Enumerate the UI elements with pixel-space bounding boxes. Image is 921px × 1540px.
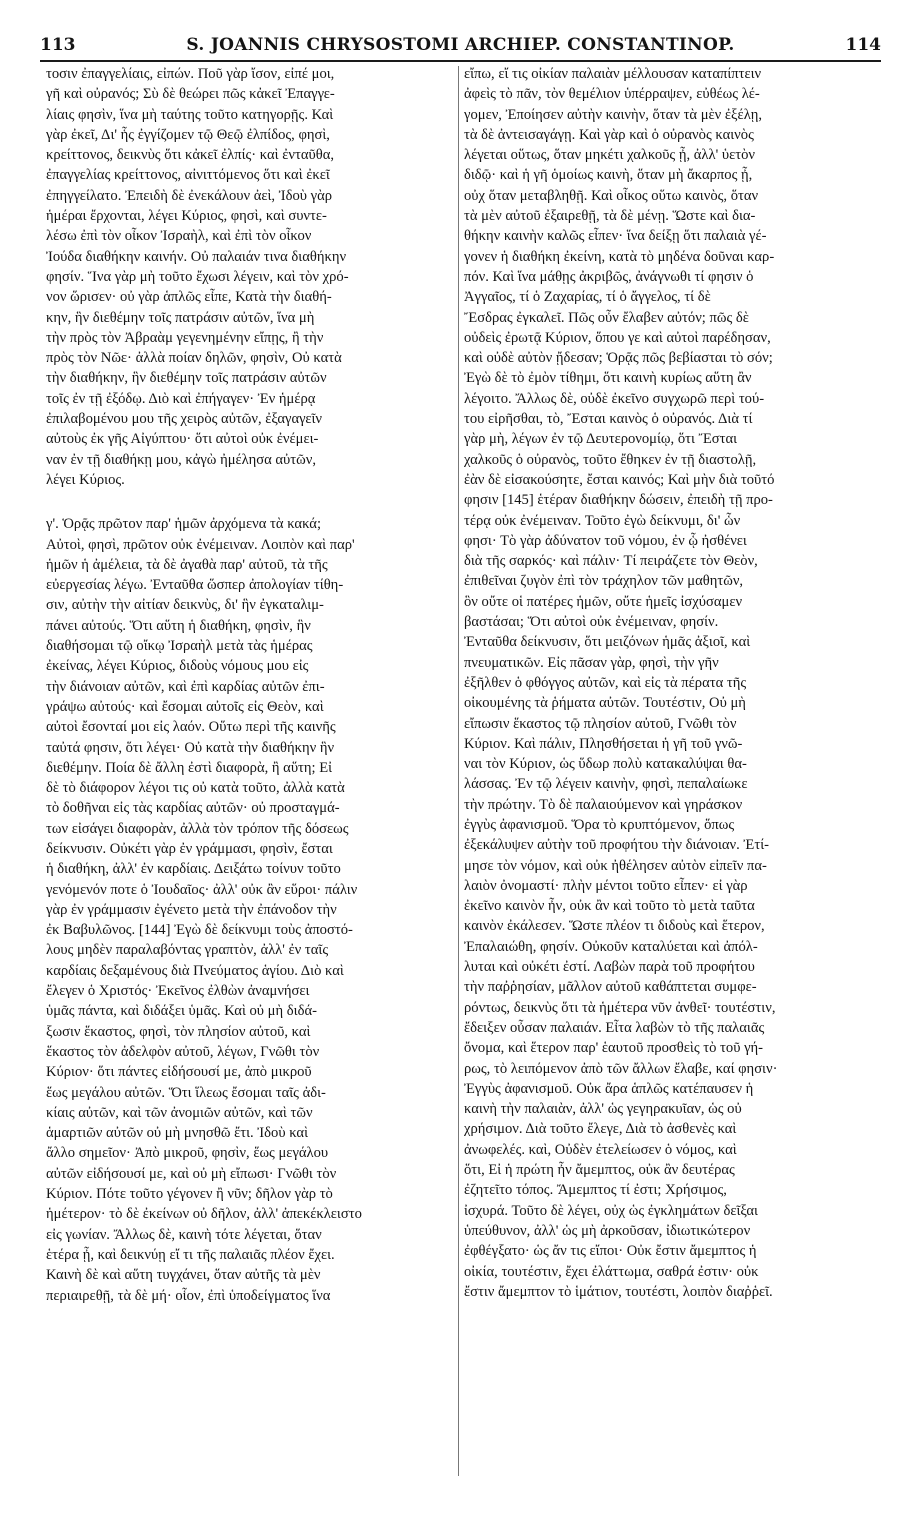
text-line: ρως, τὸ λειπόμενον ἀπὸ τῶν ἄλλων ἔλαβε, καί φησιν· (464, 1060, 778, 1077)
text-line: διδῷ· καὶ ἡ γῆ ὁμοίως καινὴ, ὅταν μὴ ἄκαρπος ᾖ, (464, 167, 753, 184)
text-line: εἰς γωνίαν. Ἄλλως δὲ, καινὴ τότε λέγεται, ὅταν (46, 1226, 322, 1243)
text-line: ναν ἐν τῇ διαθήκῃ μου, κἀγὼ ἠμέλησα αὐτῶν, (46, 451, 316, 468)
text-line: δὲ τὸ διάφορον λέγοι τις οὐ κατὰ τοῦτο, ἀλλὰ κατὰ (46, 780, 345, 797)
text-line: καινὸν ἐκάλεσεν. Ὥστε πλέον τι διδοὺς καὶ ἕτερον, (464, 918, 765, 935)
text-line: ἕως μεγάλου αὐτῶν. Ὅτι ἵλεως ἔσομαι ταῖς ἀδι- (46, 1084, 326, 1101)
text-line: μησε τὸν νόμον, καὶ οὐκ ἠθέλησεν αὐτὸν εἰπεῖν πα- (464, 857, 767, 874)
text-line: ἐπιλαβομένου μου τῆς χειρὸς αὐτῶν, ἐξαγαγεῖν (46, 411, 322, 428)
text-line: ἡμέραι ἔρχονται, λέγει Κύριος, φησὶ, καὶ συντε- (46, 208, 327, 225)
text-line: Ἀγγαῖος, τί ὁ Ζαχαρίας, τί ὁ ἄγγελος, τί δὲ (464, 289, 711, 306)
text-line: ἐζητεῖτο τόπος. Ἄμεμπτος τί ἐστι; Χρήσιμος, (464, 1182, 727, 1199)
text-line: ἐπαγγελίας κρείττονος, αἰνιττόμενος ὅτι καὶ ἐκεῖ (46, 167, 330, 184)
text-line: ἄλλο σημεῖον· Ἀπὸ μικροῦ, φησὶν, ἕως μεγάλου (46, 1145, 329, 1162)
text-line: ἡμέτερον· τὸ δὲ ἐκείνων οὐ δῆλον, ἀλλ' ἀπεκέκλειστο (46, 1206, 362, 1223)
text-line: γράψω αὐτούς· καὶ ἔσομαι αὐτοῖς εἰς Θεὸν, καὶ (46, 698, 324, 715)
paragraph-gap (46, 490, 460, 514)
text-line: ὃν οὔτε οἱ πατέρες ἡμῶν, οὔτε ἡμεῖς ἰσχύσαμεν (464, 593, 743, 610)
text-line: ἀνωφελές. καὶ, Οὐδὲν ἐτελείωσεν ὁ νόμος, καὶ (464, 1141, 737, 1158)
text-line: τὰ μὲν αὐτοῦ ἐξαιρεθῇ, τὰ δὲ μένῃ. Ὥστε καὶ δια- (464, 208, 756, 225)
text-line: αὐτῶν εἰδήσουσί με, καὶ οὐ μὴ εἴπωσι· Γνῶθι τὸν (46, 1165, 337, 1182)
text-line: οἰκία, τουτέστιν, ἔχει ἐλάττωμα, σαθρά ἐστιν· οὐκ (464, 1263, 759, 1280)
text-line: πόν. Καὶ ἵνα μάθῃς ἀκριβῶς, ἀνάγνωθι τί φησιν ὁ (464, 268, 754, 285)
text-line: ἐγγὺς ἀφανισμοῦ. Ὅρα τὸ κρυπτόμενον, ὅπως (464, 816, 735, 833)
text-line: καινὴ τὴν παλαιὰν, ἀλλ' ὡς γεγηρακυῖαν, ὡς οὐ (464, 1101, 742, 1118)
text-line: Κύριον. Πότε τοῦτο γέγονεν ἢ νῦν; δῆλον γὰρ τὸ (46, 1186, 333, 1203)
text-line: λέγει Κύριος. (46, 471, 125, 488)
text-line: ἡ διαθήκη, ἀλλ' ἐν καρδίαις. Δειξάτω τοίνυν τοῦτο (46, 861, 341, 878)
text-line: λυται καὶ οὐκέτι ἐστί. Λαβὼν παρὰ τοῦ προφήτου (464, 959, 755, 976)
column-divider (458, 66, 459, 1476)
text-line: γενόμενόν ποτε ὁ Ἰουδαῖος· ἀλλ' οὐκ ἂν εὕροι· πάλιν (46, 881, 358, 898)
text-line: του εἰρῆσθαι, τὸ, Ἔσται καινὸς ὁ οὐρανός. Διὰ τί (464, 411, 753, 428)
text-line: τὸ δοθῆναι εἰς τὰς καρδίας αὐτῶν· οὐ προσταγμά- (46, 800, 340, 817)
text-line: τὰ δὲ ἀντεισαγάγῃ. Καὶ γὰρ καὶ ὁ οὐρανὸς καινὸς (464, 126, 754, 143)
text-line: Κύριον· ὅτι πάντες εἰδήσουσί με, ἀπὸ μικροῦ (46, 1064, 312, 1081)
text-line: καρδίαις δεξαμένους διὰ Πνεύματος ἁγίου. Διὸ καὶ (46, 962, 344, 979)
text-line: πρὸς τὸν Νῶε· ἀλλὰ ποίαν δηλῶν, φησὶν, Οὐ κατὰ (46, 350, 342, 367)
text-line: εἴπω, εἴ τις οἰκίαν παλαιὰν μέλλουσαν καταπίπτειν (464, 66, 762, 82)
text-line: λάσσας. Ἐν τῷ λέγειν καινὴν, φησὶ, πεπαλαίωκε (464, 776, 748, 793)
text-line: Καινὴ δὲ καὶ αὕτη τυγχάνει, ὅταν αὐτῆς τὰ μὲν (46, 1267, 321, 1284)
text-line: Ἰούδα διαθήκην καινήν. Οὐ παλαιάν τινα διαθήκην (46, 248, 347, 265)
text-line: τέρᾳ οὐκ ἐνέμειναν. Τοῦτο ἐγὼ δείκνυμι, δι' ὧν (464, 512, 741, 529)
text-line: γῆ καὶ οὐρανός; Σὺ δὲ θεώρει πῶς κἀκεῖ Ἐπαγγε- (46, 86, 335, 103)
text-line: Ἐπαλαιώθη, φησίν. Οὐκοῦν καταλύεται καὶ ἀπόλ- (464, 938, 758, 955)
text-line: τὴν διαθήκην, ἣν διεθέμην τοῖς πατράσιν αὐτῶν (46, 370, 327, 387)
running-title: S. JOANNIS CHRYSOSTOMI ARCHIEP. CONSTANTINOP. (186, 35, 735, 55)
text-line: των εἰσάγει διαφορὰν, ἀλλὰ τὸν τρόπον τῆς δόσεως (46, 820, 349, 837)
text-line: διὰ τῆς σαρκός· καὶ πάλιν· Τί πειράζετε τὸν Θεὸν, (464, 553, 758, 570)
text-line: ἐὰν δὲ εἰσακούσητε, ἔσται καινός; Καὶ μὴν διὰ τοῦτό (464, 471, 775, 488)
text-line: εἴπωσιν ἕκαστος τῷ πλησίον αὐτοῦ, Γνῶθι τὸν (464, 715, 737, 732)
text-line: τοσιν ἐπαγγελίαις, εἰπών. Ποῦ γὰρ ἴσον, εἰπέ μοι, (46, 66, 335, 82)
text-line: δείκνυσιν. Οὐκέτι γὰρ ἐν γράμμασι, φησὶν, ἔσται (46, 840, 333, 857)
left-column (46, 64, 460, 1306)
text-line: χαλκοῦς ὁ οὐρανὸς, τοῦτο ἔθηκεν ἐν τῇ διαστολῇ, (464, 451, 757, 468)
text-line: φησι· Τὸ γὰρ ἀδύνατον τοῦ νόμου, ἐν ᾧ ἠσθένει (464, 532, 747, 549)
text-line: ἡμῶν ἡ ἀμέλεια, τὰ δὲ ἀγαθὰ παρ' αὐτοῦ, τὰ τῆς (46, 556, 328, 573)
text-line: τὴν πρὸς τὸν Ἀβραὰμ γεγενημένην εἴπῃς, ἢ τὴν (46, 329, 324, 346)
text-line: φησίν. Ἵνα γὰρ μὴ τοῦτο ἔχωσι λέγειν, καὶ τὸν χρό- (46, 268, 349, 285)
text-line: ἕκαστος τὸν ἀδελφὸν αὐτοῦ, λέγων, Γνῶθι τὸν (46, 1043, 320, 1060)
text-line: τὴν παῤῥησίαν, μᾶλλον αὐτοῦ καθάπτεται συμφε- (464, 979, 757, 996)
text-line: οἰκουμένης τὰ ῥήματα αὐτῶν. Τουτέστιν, Οὐ μὴ (464, 695, 746, 712)
text-line: γὰρ ἐκεῖ, Δι' ἧς ἐγγίζομεν τῷ Θεῷ ἐλπίδος, φησὶ, (46, 126, 330, 143)
text-line: τὴν πρώτην. Τὸ δὲ παλαιούμενον καὶ γηράσκον (464, 796, 743, 813)
running-header (40, 34, 881, 62)
text-line: Κύριον. Καὶ πάλιν, Πλησθήσεται ἡ γῆ τοῦ γνῶ- (464, 735, 743, 752)
text-line: ἐκεῖνο καινὸν ἦν, οὐκ ἂν καὶ τοῦτο τὸ μετὰ ταῦτα (464, 898, 755, 915)
text-line: γ'. Ὁρᾷς πρῶτον παρ' ἡμῶν ἀρχόμενα τὰ κακά; (46, 516, 322, 533)
text-line: Ἐνταῦθα δείκνυσιν, ὅτι μειζόνων ἡμᾶς ἀξιοῖ, καὶ (464, 634, 751, 651)
text-line: ἔλεγεν ὁ Χριστός· Ἐκεῖνος ἐλθὼν ἀναμνήσει (46, 983, 310, 1000)
text-line: ἐξεκάλυψεν αὐτὴν τοῦ προφήτου τὴν διάνοιαν. Ἐτί- (464, 837, 769, 854)
text-line: ἔστιν ἄμεμπτον τὸ ἱμάτιον, τουτέστι, λοιπὸν διαῤῥεῖ. (464, 1283, 773, 1300)
text-line: περιαιρεθῇ, τὰ δὲ μή· οἷον, ἐπὶ ὑποδείγματος ἵνα (46, 1287, 331, 1304)
text-line: αὐτοὺς ἐκ γῆς Αἰγύπτου· ὅτι αὐτοὶ οὐκ ἐνέμει- (46, 431, 319, 448)
text-line: θήκην καινὴν καλῶς εἶπεν· ἵνα δείξῃ ὅτι παλαιὰ γέ- (464, 228, 767, 245)
text-line: γονεν ἡ διαθήκη ἐκείνη, κατὰ τὸ μηδένα δοῦναι καρ- (464, 248, 775, 265)
text-line: ἁμαρτιῶν αὐτῶν οὐ μὴ μνησθῶ ἔτι. Ἰδοὺ καὶ (46, 1125, 308, 1142)
text-line: οὐχ ὅταν μεταβληθῇ. Καὶ οἶκος οὕτω καινὸς, ὅταν (464, 187, 759, 204)
text-line: ὑπεύθυνον, ἀλλ' ὡς μὴ ἀρκοῦσαν, ἰδιωτικώτερον (464, 1222, 751, 1239)
text-line: ἔδειξεν οὖσαν παλαιάν. Εἶτα λαβὼν τὸ τῆς παλαιᾶς (464, 1019, 765, 1036)
text-line: ὄνομα, καὶ ἕτερον παρ' ἑαυτοῦ προσθεὶς τὸ τοῦ γή- (464, 1040, 764, 1057)
text-line: λέσω ἐπὶ τὸν οἶκον Ἰσραὴλ, καὶ ἐπὶ τὸν οἶκον (46, 228, 312, 245)
text-line: ταὐτά φησιν, ὅτι λέγει· Οὐ κατὰ τὴν διαθήκην ἣν (46, 739, 335, 756)
text-line: Ἐγγὺς ἀφανισμοῦ. Οὐκ ἄρα ἁπλῶς κατέπαυσεν ἡ (464, 1080, 754, 1097)
text-line: εὐεργεσίας λέγω. Ἐνταῦθα ὥσπερ ἀπολογίαν τίθη- (46, 577, 344, 594)
text-line: ἀφεὶς τὸ πᾶν, τὸν θεμέλιον ὑπέρραψεν, εὐθέως λέ- (464, 86, 760, 103)
text-line: ὅτι, Εἰ ἡ πρώτη ἦν ἄμεμπτος, οὐκ ἂν δευτέρας (464, 1162, 735, 1179)
page-number-right: 114 (845, 35, 881, 55)
text-line: ἐφθέγξατο· ὡς ἄν τις εἴποι· Οὐκ ἔστιν ἄμεμπτος ἡ (464, 1243, 757, 1260)
text-line: αὐτοὶ ἔσονταί μοι εἰς λαόν. Οὕτω περὶ τῆς καινῆς (46, 719, 336, 736)
text-line: σιν, αὐτὴν τὴν αἰτίαν δεικνὺς, δι' ἣν ἐγκαταλιμ- (46, 597, 324, 614)
text-line: κην, ἣν διεθέμην τοῖς πατράσιν αὐτῶν, ἵνα μὴ (46, 309, 315, 326)
text-line: τὴν διάνοιαν αὐτῶν, καὶ ἐπὶ καρδίας αὐτῶν ἐπι- (46, 678, 325, 695)
text-line: νον ὥρισεν· οὐ γὰρ ἁπλῶς εἶπε, Κατὰ τὴν διαθή- (46, 289, 332, 306)
right-column (464, 64, 878, 1302)
text-line: ναι τὸν Κύριον, ὡς ὕδωρ πολὺ κατακαλύψαι θα- (464, 756, 747, 773)
text-line: φησιν [145] ἑτέραν διαθήκην δώσειν, ἐπειδὴ τῇ προ- (464, 492, 773, 509)
text-line: κίαις αὐτῶν, καὶ τῶν ἀνομιῶν αὐτῶν, καὶ τῶν (46, 1104, 313, 1121)
text-line: διεθέμην. Ποία δὲ ἄλλη ἐστὶ διαφορὰ, ἢ αὕτη; Εἰ (46, 759, 333, 776)
text-line: ρόντως, δεικνὺς ὅτι τὰ ἡμέτερα νῦν ἀνθεῖ· τουτέστιν, (464, 999, 776, 1016)
text-line: λέγεται οὕτως, ὅταν μηκέτι χαλκοῦς ᾖ, ἀλλ' ὑετὸν (464, 147, 755, 164)
text-line: πάνει αὐτούς. Ὅτι αὕτη ἡ διαθήκη, φησὶν, ἣν (46, 617, 311, 634)
text-line: λους μηδὲν παραλαβόντας γραπτὸν, ἀλλ' ἐν ταῖς (46, 942, 329, 959)
text-line: γὰρ μὴ, λέγων ἐν τῷ Δευτερονομίῳ, ὅτι Ἔσται (464, 431, 738, 448)
text-line: κρείττονος, δεικνὺς ὅτι κἀκεῖ ἐλπίς· καὶ ἐνταῦθα, (46, 147, 334, 164)
text-line: λαιὸν ὀνομαστί· πλὴν μέντοι τοῦτο εἶπεν· εἰ γὰρ (464, 877, 748, 894)
text-line: χρήσιμον. Διὰ τοῦτο ἔλεγε, Διὰ τὸ ἀσθενὲς καὶ (464, 1121, 737, 1138)
text-line: λίαις φησὶν, ἵνα μὴ ταύτης τοῦτο κατηγορῇς. Καὶ (46, 106, 334, 123)
text-line: Ἔσδρας ἐγκαλεῖ. Πῶς οὖν ἔλαβεν αὐτόν; πῶς δὲ (464, 309, 749, 326)
text-line: ἑτέρα ᾖ, καὶ δεικνύῃ εἴ τι τῆς παλαιᾶς πλέον ἔχει. (46, 1246, 335, 1263)
text-line: γὰρ ἐν γράμμασιν ἐγένετο μετὰ τὴν ἐπάνοδον τὴν (46, 901, 337, 918)
text-line: ξωσιν ἕκαστος, φησὶ, τὸν πλησίον αὐτοῦ, καὶ (46, 1023, 311, 1040)
text-line: ἐξῆλθεν ὁ φθόγγος αὐτῶν, καὶ εἰς τὰ πέρατα τῆς (464, 674, 747, 691)
text-line: ἐκείνας, λέγει Κύριος, διδοὺς νόμους μου εἰς (46, 658, 309, 675)
text-line: γομεν, Ἐποίησεν αὐτὴν καινὴν, ὅταν τὰ μὲν ἐξέλῃ, (464, 106, 763, 123)
text-line: πνευματικῶν. Εἰς πᾶσαν γὰρ, φησὶ, τὴν γῆν (464, 654, 719, 671)
text-line: λέγοιτο. Ἄλλως δὲ, οὐδὲ ἐκεῖνο συγχωρῶ περὶ τού- (464, 390, 765, 407)
text-line: διαθήσομαι τῷ οἴκῳ Ἰσραὴλ μετὰ τὰς ἡμέρας (46, 638, 313, 655)
text-line: καὶ οὐδὲ αὐτὸν ᾔδεσαν; Ὁρᾷς πῶς βεβίασται τὸ σόν; (464, 350, 773, 367)
text-line: ὑμᾶς πάντα, καὶ διδάξει ὑμᾶς. Καὶ οὐ μὴ διδά- (46, 1003, 317, 1020)
text-line: Ἐγὼ δὲ τὸ ἐμὸν τίθημι, ὅτι καινὴ κυρίως αὕτη ἂν (464, 370, 752, 387)
page-number-left: 113 (40, 35, 76, 55)
text-line: ἐπηγγείλατο. Ἐπειδὴ δὲ ἐνεκάλουν ἀεὶ, Ἰδοὺ γὰρ (46, 187, 333, 204)
text-line: ἐκ Βαβυλῶνος. [144] Ἐγὼ δὲ δείκνυμι τοὺς ἀποστό- (46, 922, 353, 939)
text-line: Αὐτοὶ, φησὶ, πρῶτον οὐκ ἐνέμειναν. Λοιπὸν καὶ παρ' (46, 536, 355, 553)
text-line: ἐπιθεῖναι ζυγὸν ἐπὶ τὸν τράχηλον τῶν μαθητῶν, (464, 573, 744, 590)
text-line: τοῖς ἐν τῇ ἐξόδῳ. Διὸ καὶ ἐπήγαγεν· Ἐν ἡμέρᾳ (46, 390, 316, 407)
text-line: οὐδεὶς ἐρωτᾷ Κύριον, ὅπου γε καὶ αὐτοὶ παρέδησαν, (464, 329, 771, 346)
text-line: βαστάσαι; Ὅτι αὐτοὶ οὐκ ἐνέμειναν, φησίν. (464, 614, 719, 631)
text-line: ἰσχυρά. Τοῦτο δὲ λέγει, οὐχ ὡς ἐγκλημάτων δεῖξαι (464, 1202, 758, 1219)
